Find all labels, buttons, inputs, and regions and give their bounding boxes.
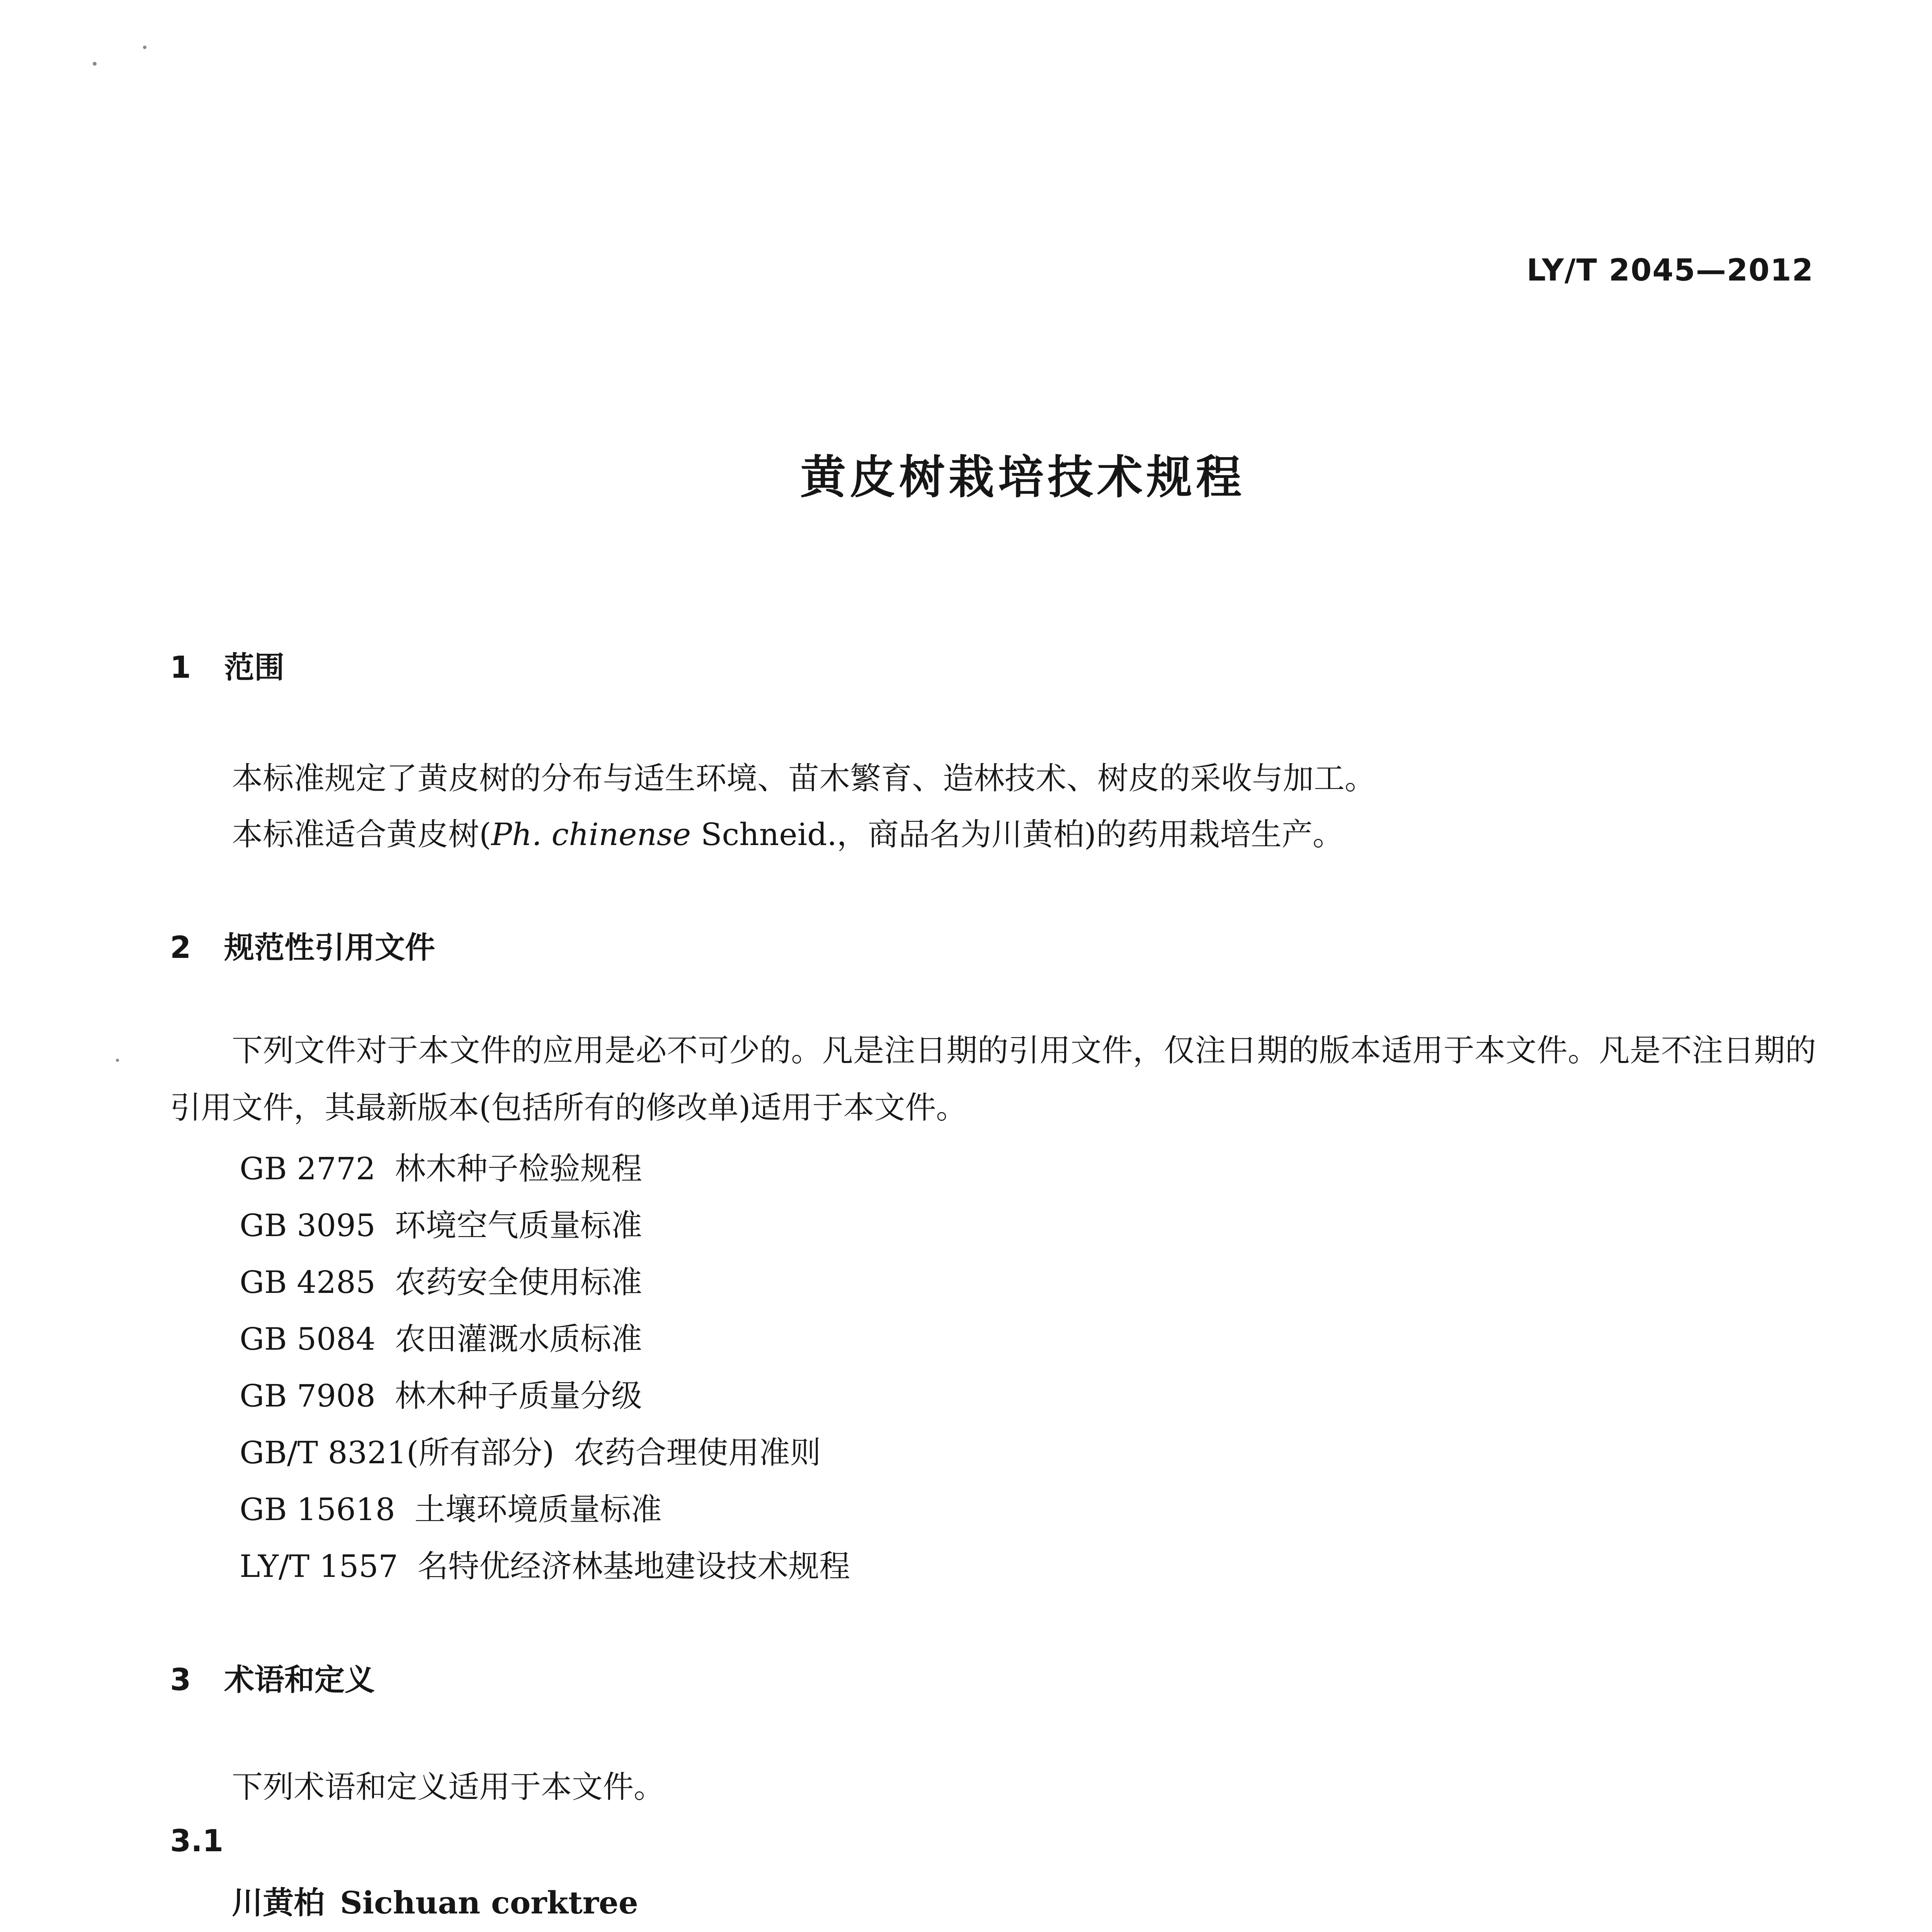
section-3-heading <box>170 1656 375 1699</box>
species-name-italic: Ph. chinense <box>491 816 691 852</box>
reference-item <box>240 1428 821 1472</box>
section-1-heading <box>170 643 284 687</box>
reference-code: GB 5084 <box>240 1321 376 1357</box>
reference-name: 林木种子质量分级 <box>395 1378 642 1414</box>
term-english: Sichuan corktree <box>340 1884 638 1921</box>
section-2-heading <box>170 923 435 967</box>
reference-item <box>240 1371 642 1415</box>
reference-item <box>240 1485 662 1529</box>
reference-code: LY/T 1557 <box>240 1548 398 1584</box>
reference-name: 农田灌溉水质标准 <box>395 1321 642 1357</box>
scan-speck <box>143 46 146 49</box>
section-number: 3 <box>170 1663 191 1697</box>
section-title: 规范性引用文件 <box>224 930 435 965</box>
term-title <box>232 1878 638 1922</box>
scan-speck <box>93 62 97 66</box>
section-number: 1 <box>170 650 191 685</box>
reference-item <box>240 1314 642 1359</box>
standard-number: LY/T 2045—2012 <box>1526 253 1814 288</box>
normative-references-intro: 下列文件对于本文件的应用是必不可少的。凡是注日期的引用文件，仅注日期的版本适用于本文件。凡是不注日期的引用文件，其最新版本(包括所有的修改单)适用于本文件。 <box>170 1032 1816 1126</box>
reference-name: 农药安全使用标准 <box>395 1264 642 1300</box>
reference-name: 农药合理使用准则 <box>573 1435 821 1471</box>
terms-intro: 下列术语和定义适用于本文件。 <box>232 1769 665 1805</box>
scope-paragraph-2 <box>232 810 1344 854</box>
reference-name: 环境空气质量标准 <box>395 1208 642 1243</box>
reference-code: GB 15618 <box>240 1492 395 1527</box>
reference-item <box>240 1257 642 1302</box>
reference-name: 林木种子检验规程 <box>395 1151 642 1187</box>
reference-code: GB 7908 <box>240 1378 376 1414</box>
term-chinese: 川黄柏 <box>232 1884 325 1921</box>
scan-speck <box>116 1059 119 1062</box>
scope-text: Schneid.，商品名为川黄柏)的药用栽培生产。 <box>691 816 1344 852</box>
scope-text: 本标准适合黄皮树( <box>232 816 492 852</box>
reference-item <box>240 1541 850 1586</box>
scope-paragraph-1: 本标准规定了黄皮树的分布与适生环境、苗木繁育、造林技术、树皮的采收与加工。 <box>232 760 1376 796</box>
reference-code: GB 3095 <box>240 1208 376 1243</box>
document-title: 黄皮树栽培技术规程 <box>800 451 1245 504</box>
section-title: 范围 <box>224 650 285 685</box>
reference-code: GB 4285 <box>240 1264 376 1300</box>
reference-code: GB 2772 <box>240 1151 376 1187</box>
reference-name: 名特优经济林基地建设技术规程 <box>417 1548 850 1584</box>
reference-name: 土壤环境质量标准 <box>414 1492 662 1527</box>
reference-item <box>240 1144 642 1188</box>
section-number: 2 <box>170 930 191 965</box>
reference-code: GB/T 8321(所有部分) <box>240 1435 554 1471</box>
term-definition <box>170 1926 1816 1932</box>
section-title: 术语和定义 <box>224 1663 375 1697</box>
reference-item <box>240 1201 642 1245</box>
term-number: 3.1 <box>170 1824 224 1859</box>
